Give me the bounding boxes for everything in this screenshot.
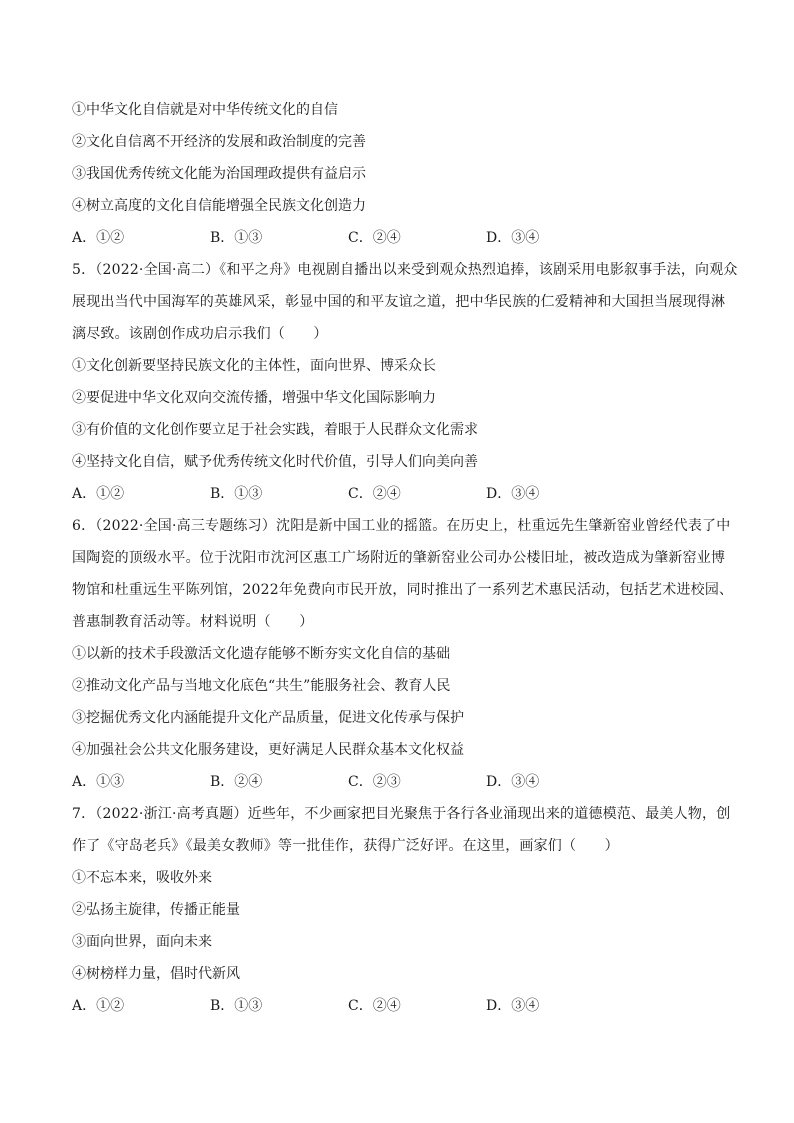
statement-1: ①不忘本来，吸收外来 — [72, 870, 212, 886]
statement-2: ②文化自信离不开经济的发展和政治制度的完善 — [72, 134, 366, 150]
option-b: B．①③ — [210, 998, 263, 1014]
answer-options — [72, 996, 732, 1016]
statement-4: ④树立高度的文化自信能增强全民族文化创造力 — [72, 198, 366, 214]
question-7-stem: 7．（2022·浙江·高考真题）近些年，不少画家把目光聚焦于各行各业涌现出来的道德模范、最美人物，创 — [72, 806, 731, 822]
option-d: D．③④ — [486, 486, 540, 502]
answer-options — [72, 228, 732, 248]
question-5-stem: 5．（2022·全国·高二）《和平之舟》电视剧自播出以来受到观众热烈追捧，该剧采用电影叙事手法，向观众 — [72, 262, 738, 278]
option-c: C．②③ — [348, 774, 401, 790]
statement-3: ③面向世界，面向未来 — [72, 934, 212, 950]
statement-1: ①文化创新要坚持民族文化的主体性，面向世界、博采众长 — [72, 358, 436, 374]
option-c: C．②④ — [348, 230, 401, 246]
statement-3: ③挖掘优秀文化内涵能提升文化产品质量，促进文化传承与保护 — [72, 710, 464, 726]
option-a: A．①② — [72, 486, 125, 502]
question-6-stem: 6．（2022·全国·高三专题练习）沈阳是新中国工业的摇篮。在历史上，杜重远先生肇新窑业曾经代表了中 — [72, 518, 731, 534]
question-6-stem: 普惠制教育活动等。材料说明（ ） — [72, 614, 314, 630]
statement-3: ③我国优秀传统文化能为治国理政提供有益启示 — [72, 166, 366, 182]
statement-1: ①中华文化自信就是对中华传统文化的自信 — [72, 102, 338, 118]
question-6-stem: 国陶瓷的顶级水平。位于沈阳市沈河区惠工广场附近的肇新窑业公司办公楼旧址，被改造成为肇新窑业博 — [72, 550, 726, 566]
question-5-stem: 漓尽致。该剧创作成功启示我们（ ） — [72, 326, 328, 342]
question-5-stem: 展现出当代中国海军的英雄风采，彰显中国的和平友谊之道，把中华民族的仁爱精神和大国担当展现得淋 — [72, 294, 726, 310]
statement-1: ①以新的技术手段激活文化遗存能够不断夯实文化自信的基础 — [72, 646, 450, 662]
option-b: B．①③ — [210, 486, 263, 502]
question-7-stem: 作了《守岛老兵》《最美女教师》等一批佳作，获得广泛好评。在这里，画家们（ ） — [72, 838, 619, 854]
answer-options — [72, 484, 732, 504]
statement-4: ④加强社会公共文化服务建设，更好满足人民群众基本文化权益 — [72, 742, 464, 758]
option-d: D．③④ — [486, 774, 540, 790]
statement-4: ④坚持文化自信，赋予优秀传统文化时代价值，引导人们向美向善 — [72, 454, 478, 470]
statement-2: ②推动文化产品与当地文化底色“共生”能服务社会、教育人民 — [72, 678, 451, 694]
option-c: C．②④ — [348, 486, 401, 502]
statement-4: ④树榜样力量，倡时代新风 — [72, 966, 240, 982]
statement-2: ②要促进中华文化双向交流传播，增强中华文化国际影响力 — [72, 390, 436, 406]
option-b: B．②④ — [210, 774, 263, 790]
option-a: A．①③ — [72, 774, 125, 790]
option-a: A．①② — [72, 230, 125, 246]
option-b: B．①③ — [210, 230, 263, 246]
option-d: D．③④ — [486, 230, 540, 246]
statement-3: ③有价值的文化创作要立足于社会实践，着眼于人民群众文化需求 — [72, 422, 478, 438]
statement-2: ②弘扬主旋律，传播正能量 — [72, 902, 240, 918]
option-c: C．②④ — [348, 998, 401, 1014]
question-6-stem: 物馆和杜重远生平陈列馆，2022年免费向市民开放，同时推出了一系列艺术惠民活动，包括艺术进校园、 — [72, 582, 734, 598]
option-a: A．①② — [72, 998, 125, 1014]
answer-options — [72, 772, 732, 792]
option-d: D．③④ — [486, 998, 540, 1014]
